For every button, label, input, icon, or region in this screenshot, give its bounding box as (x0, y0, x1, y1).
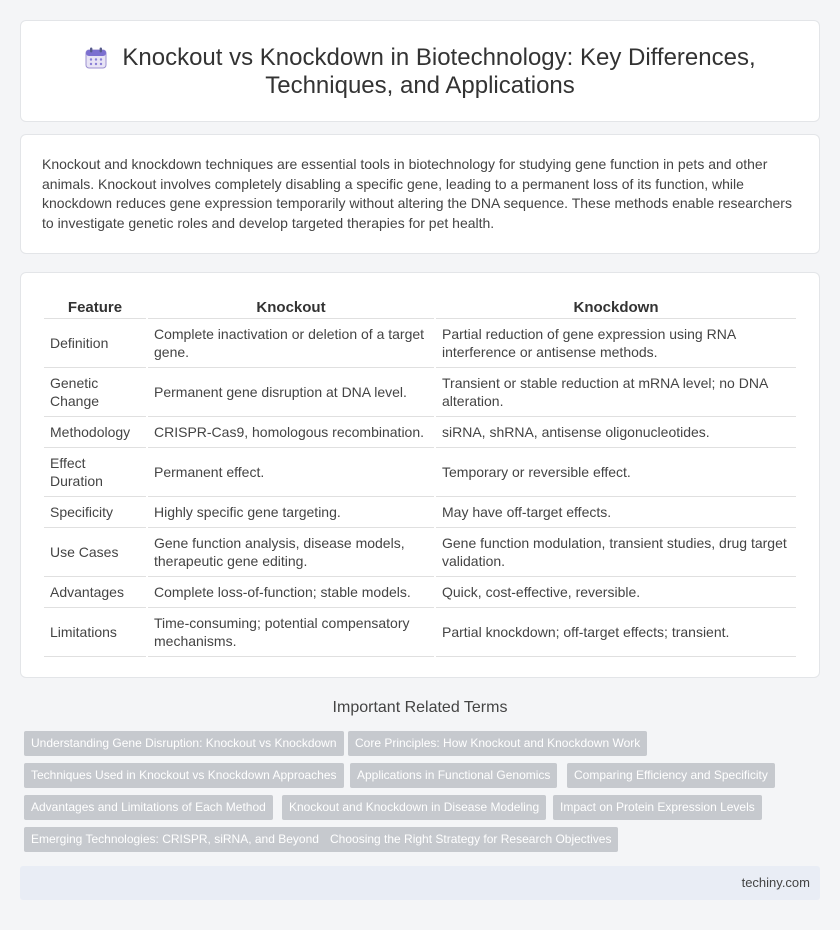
table-cell-feature: Specificity (44, 497, 146, 528)
table-cell-knockout: Permanent effect. (148, 448, 434, 497)
table-cell-knockout: Highly specific gene targeting. (148, 497, 434, 528)
table-row (44, 417, 796, 448)
table-row (44, 577, 796, 608)
intro-card (20, 134, 820, 254)
column-header-knockout: Knockout (148, 297, 434, 319)
table-cell-knockout: CRISPR-Cas9, homologous recombination. (148, 417, 434, 448)
related-term-link[interactable]: Advantages and Limitations of Each Method (24, 795, 273, 820)
intro-paragraph: Knockout and knockdown techniques are essential tools in biotechnology for studying gene function in pets and other animals. Knockout involves completely disabling a specific gene, leading to a permanent loss of its function, while knockdown reduces gene expression temporarily without altering the DNA sequence. These methods enable researchers to investigate genetic roles and develop targeted therapies for pet health. (42, 156, 792, 231)
table-cell-knockdown: Gene function modulation, transient studies, drug target validation. (436, 528, 796, 577)
table-row (44, 448, 796, 497)
footer-site-link[interactable]: techiny.com (741, 875, 810, 890)
footer (20, 866, 820, 900)
table-cell-knockout: Complete loss-of-function; stable models. (148, 577, 434, 608)
table-row (44, 368, 796, 417)
comparison-table (42, 297, 798, 657)
table-cell-feature: Genetic Change (44, 368, 146, 417)
related-term-link[interactable]: Choosing the Right Strategy for Research Objectives (323, 827, 618, 852)
page-title (21, 44, 819, 100)
related-term-link[interactable]: Understanding Gene Disruption: Knockout vs Knockdown (24, 731, 344, 756)
related-term-link[interactable]: Core Principles: How Knockout and Knockdown Work (348, 731, 647, 756)
table-header-row (44, 297, 796, 319)
table-cell-knockout: Permanent gene disruption at DNA level. (148, 368, 434, 417)
table-row (44, 319, 796, 368)
table-cell-feature: Advantages (44, 577, 146, 608)
table-row (44, 497, 796, 528)
table-cell-feature: Effect Duration (44, 448, 146, 497)
table-row (44, 608, 796, 657)
related-term-link[interactable]: Comparing Efficiency and Specificity (567, 763, 775, 788)
header-card (20, 20, 820, 122)
column-header-knockdown: Knockdown (436, 297, 796, 319)
table-cell-knockdown: Quick, cost-effective, reversible. (436, 577, 796, 608)
related-term-link[interactable]: Knockout and Knockdown in Disease Modeling (282, 795, 546, 820)
related-term-link[interactable]: Techniques Used in Knockout vs Knockdown Approaches (24, 763, 344, 788)
page-title-line-1: Knockout vs Knockdown in Biotechnology: Key Differences, (122, 44, 756, 71)
table-cell-knockout: Complete inactivation or deletion of a target gene. (148, 319, 434, 368)
related-term-link[interactable]: Applications in Functional Genomics (350, 763, 557, 788)
table-cell-knockout: Gene function analysis, disease models, therapeutic gene editing. (148, 528, 434, 577)
table-cell-feature: Limitations (44, 608, 146, 657)
table-cell-feature: Methodology (44, 417, 146, 448)
table-cell-knockdown: Transient or stable reduction at mRNA level; no DNA alteration. (436, 368, 796, 417)
table-cell-feature: Use Cases (44, 528, 146, 577)
page-title-line-2: Techniques, and Applications (265, 72, 575, 99)
table-cell-knockdown: May have off-target effects. (436, 497, 796, 528)
table-cell-knockout: Time-consuming; potential compensatory mechanisms. (148, 608, 434, 657)
table-cell-knockdown: Temporary or reversible effect. (436, 448, 796, 497)
table-cell-feature: Definition (44, 319, 146, 368)
table-cell-knockdown: siRNA, shRNA, antisense oligonucleotides. (436, 417, 796, 448)
related-terms-heading: Important Related Terms (332, 699, 508, 716)
table-cell-knockdown: Partial reduction of gene expression using RNA interference or antisense methods. (436, 319, 796, 368)
related-term-link[interactable]: Emerging Technologies: CRISPR, siRNA, and Beyond (24, 827, 326, 852)
column-header-feature: Feature (44, 297, 146, 319)
related-term-link[interactable]: Impact on Protein Expression Levels (553, 795, 762, 820)
comparison-table-card (20, 272, 820, 678)
table-cell-knockdown: Partial knockdown; off-target effects; transient. (436, 608, 796, 657)
table-row (44, 528, 796, 577)
